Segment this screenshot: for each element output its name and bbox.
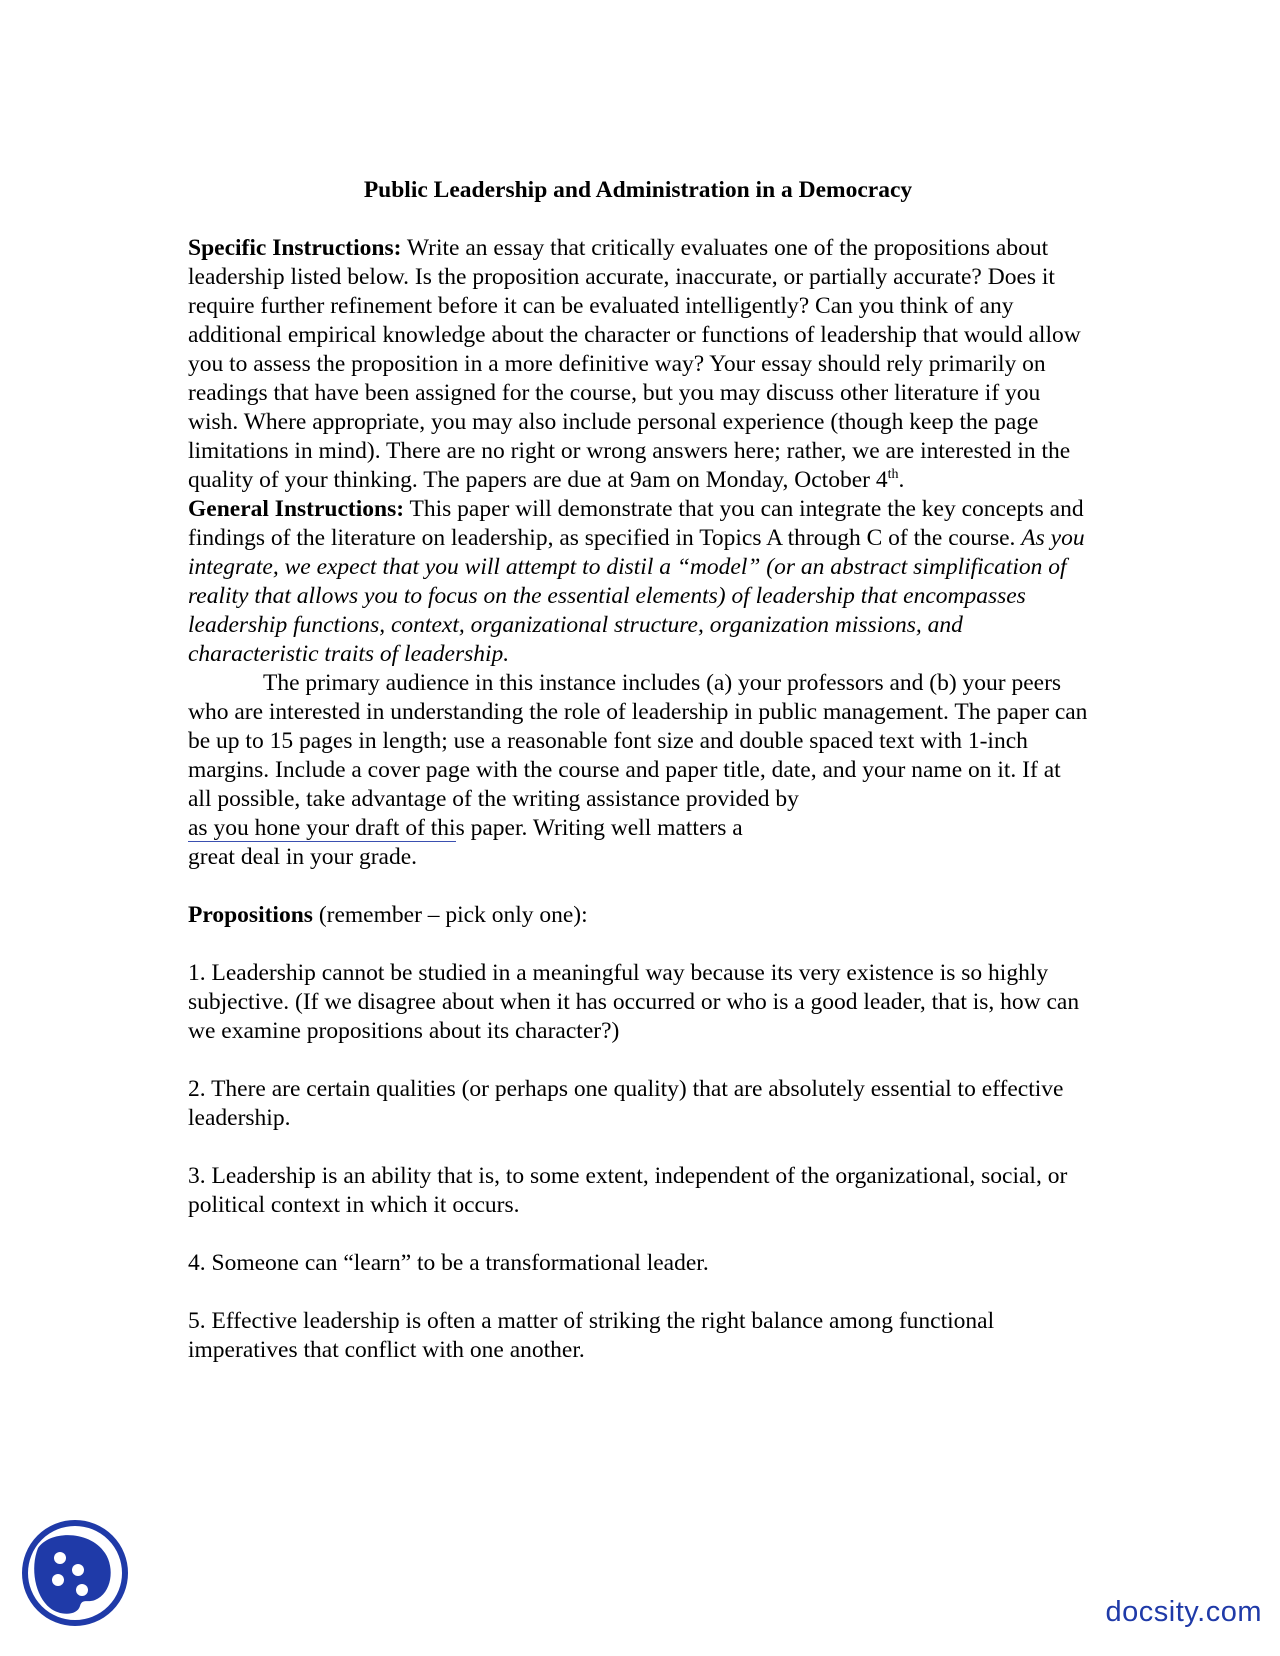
audience-text: The primary audience in this instance includes (a) your professors and (b) your peers who are interested in understanding the role of leadership in public management. The paper can be up to 15 pages in length; use a reasonable font size and double spaced text with 1-inch margins. Include a cover page with the course and paper title, date, and your name on it. If at all possible, take advantage of the writing assistance provided by — [188, 670, 1088, 812]
general-instructions-text: This paper will demonstrate that you can integrate the key concepts and findings of the literature on leadership, as specified in Topics A through C of the course. — [188, 496, 1084, 551]
writing-assistance-link[interactable]: as you hone your draft of thi — [188, 815, 456, 841]
specific-instructions — [188, 234, 1088, 495]
date-superscript: th — [887, 467, 899, 483]
specific-instructions-label: Specific Instructions: — [188, 235, 402, 261]
spacer — [188, 1046, 1088, 1075]
propositions-heading — [188, 901, 1088, 930]
specific-instructions-end: . — [898, 467, 905, 493]
spacer — [188, 1220, 1088, 1249]
spacer — [188, 872, 1088, 901]
specific-instructions-text: Write an essay that critically evaluates one of the propositions about leadership listed below. Is the proposition accurate, inaccurate, or partially accurate? Does it require further refinement before it can be evaluated intelligently? Can you think of any additional empirical knowledge about the character or functions of leadership that would allow you to assess the proposition in a more definitive way? Your essay should rely primarily on readings that have been assigned for the course, but you may discuss other literature if you wish. Where appropriate, you may also include personal experience (though keep the page limitations in mind). There are no right or wrong answers here; rather, we are interested in the quality of your thinking. The papers are due at 9am on Monday, October 4 — [188, 235, 1081, 493]
general-instructions-italic: As you integrate, we expect that you will attempt to distil a “model” (or an abstract simplification of reality that allows you to focus on the essential elements) of leadership that encompasses leadership functions, context, organizational structure, organization missions, and characteristic traits of leadership. — [188, 525, 1085, 667]
proposition-item: 4. Someone can “learn” to be a transformational leader. — [188, 1250, 709, 1276]
proposition-item: 3. Leadership is an ability that is, to some extent, independent of the organizational, social, or political context in which it occurs. — [188, 1163, 1068, 1218]
proposition-item: 5. Effective leadership is often a matter of striking the right balance among functional imperatives that conflict with one another. — [188, 1308, 995, 1363]
docsity-logo-icon — [20, 1518, 130, 1628]
proposition-item: 1. Leadership cannot be studied in a meaningful way because its very existence is so highly subjective. (If we disagree about when it has occurred or who is a good leader, that is, how can we examine propositions about its character?) — [188, 960, 1080, 1044]
propositions-label: Propositions — [188, 902, 313, 928]
spacer — [188, 930, 1088, 959]
general-instructions-label: General Instructions: — [188, 496, 405, 522]
spacer — [188, 1133, 1088, 1162]
docsity-brand[interactable]: docsity.com — [1105, 1596, 1262, 1628]
document-title: Public Leadership and Administration in a Democracy — [363, 177, 913, 203]
propositions-note: (remember – pick only one): — [312, 902, 588, 928]
general-instructions — [188, 495, 1088, 669]
audience-last-line: great deal in your grade. — [188, 844, 418, 870]
audience-paragraph — [188, 669, 1088, 872]
spacer — [188, 1278, 1088, 1307]
audience-after-link: s paper. Writing well matters a — [455, 815, 743, 841]
document-page — [188, 176, 1088, 1365]
proposition-item: 2. There are certain qualities (or perhaps one quality) that are absolutely essential to effective leadership. — [188, 1076, 1064, 1131]
